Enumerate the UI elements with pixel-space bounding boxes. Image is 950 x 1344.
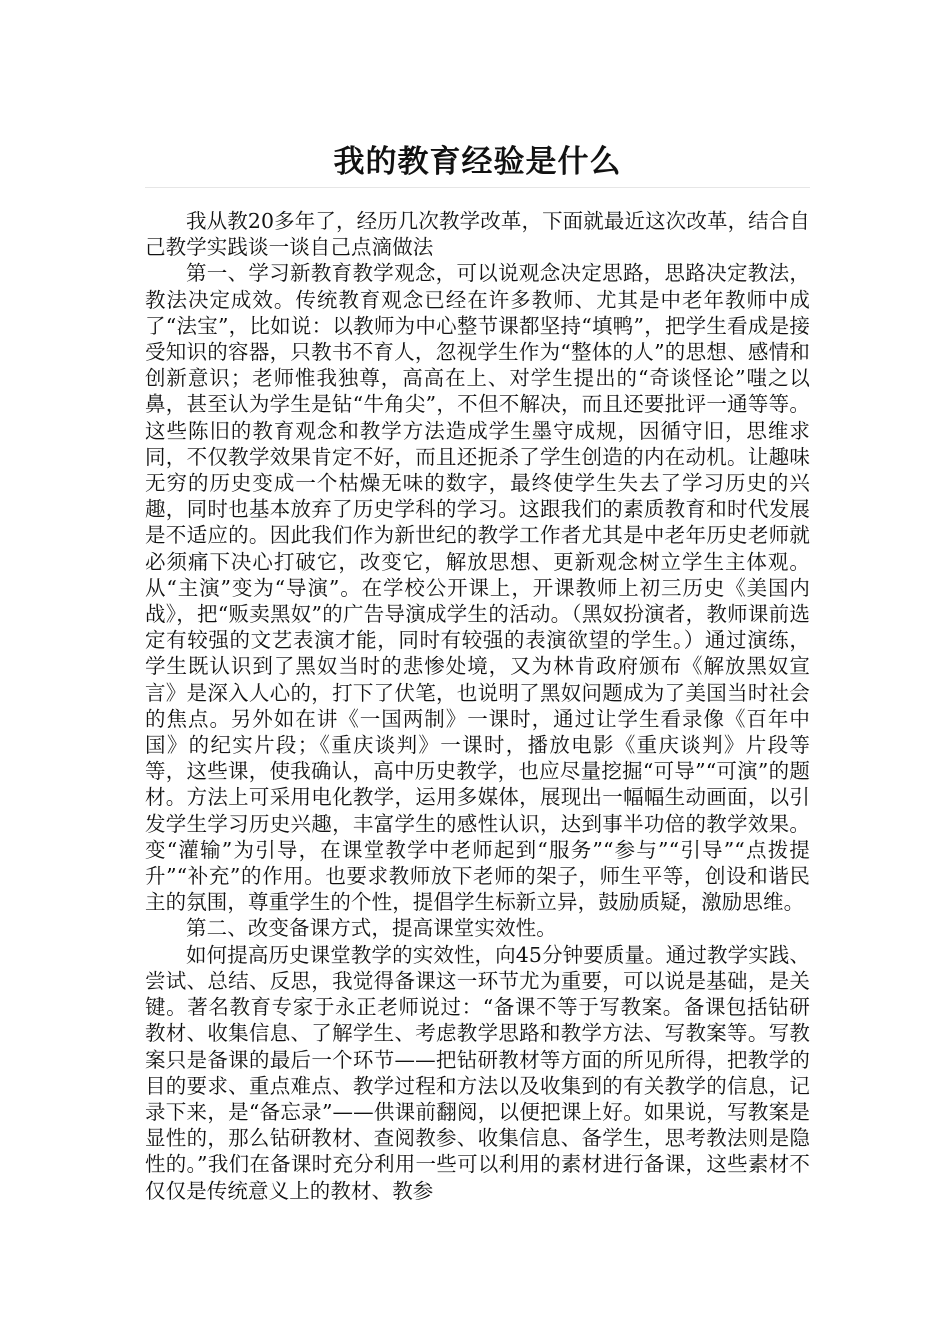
document-page — [145, 140, 810, 1204]
document-title: 我的教育经验是什么 — [333, 144, 622, 180]
paragraph-section-one: 第一、学习新教育教学观念，可以说观念决定思路，思路决定教法，教法决定成效。传统教育观念已经在许多教师、尤其是中老年教师中成了“法宝”，比如说：以教师为中心整节课都坚持“填鸭”，把学生看成是接受知识的容器，只教书不育人，忽视学生作为“整体的人”的思想、感情和创新意识；老师惟我独尊，高高在上、对学生提出的“奇谈怪论”嗤之以鼻，甚至认为学生是钻“牛角尖”，不但不解决，而且还要批评一通等等。这些陈旧的教育观念和教学方法造成学生墨守成规，因循守旧，思维求同，不仅教学效果肯定不好，而且还扼杀了学生创造的内在动机。让趣味无穷的历史变成一个枯燥无味的数字，最终使学生失去了学习历史的兴趣，同时也基本放弃了历史学科的学习。这跟我们的素质教育和时代发展是不适应的。因此我们作为新世纪的教学工作者尤其是中老年历史老师就必须痛下决心打破它，改变它，解放思想、更新观念树立学生主体观。从“主演”变为“导演”。在学校公开课上，开课教师上初三历史《美国内战》，把“贩卖黑奴”的广告导演成学生的活动。（黑奴扮演者，教师课前选定有较强的文艺表演才能，同时有较强的表演欲望的学生。）通过演练，学生既认识到了黑奴当时的悲惨处境，又为林肯政府颁布《解放黑奴宣言》是深入人心的，打下了伏笔，也说明了黑奴问题成为了美国当时社会的焦点。另外如在讲《一国两制》一课时，通过让学生看录像《百年中国》的纪实片段；《重庆谈判》一课时，播放电影《重庆谈判》片段等等，这些课，使我确认，高中历史教学，也应尽量挖掘“可导”“可演”的题材。方法上可采用电化教学，运用多媒体，展现出一幅幅生动画面，以引发学生学习历史兴趣，丰富学生的感性认识，达到事半功倍的教学效果。变“灌输”为引导，在课堂教学中老师起到“服务”“参与”“引导”“点拨提升”“补充”的作用。也要求教师放下老师的架子，师生平等，创设和谐民主的氛围，尊重学生的个性，提倡学生标新立异，鼓励质疑，激励思维。 — [145, 261, 810, 915]
paragraph-intro: 我从教20多年了，经历几次教学改革，下面就最近这次改革，结合自己教学实践谈一谈自己点滴做法 — [145, 209, 810, 260]
title-divider — [145, 187, 810, 188]
paragraph-section-two-heading: 第二、改变备课方式，提高课堂实效性。 — [186, 916, 557, 941]
paragraph-section-two-body: 如何提高历史课堂教学的实效性，向45分钟要质量。通过教学实践、尝试、总结、反思，我觉得备课这一环节尤为重要，可以说是基础，是关键。著名教育专家于永正老师说过：“备课不等于写教案。备课包括钻研教材、收集信息、了解学生、考虑教学思路和教学方法、写教案等。写教案只是备课的最后一个环节——把钻研教材等方面的所见所得，把教学的目的要求、重点难点、教学过程和方法以及收集到的有关教学的信息，记录下来，是“备忘录”——供课前翻阅，以便把课上好。如果说，写教案是显性的，那么钻研教材、查阅教参、收集信息、备学生，思考教法则是隐性的。”我们在备课时充分利用一些可以利用的素材进行备课，这些素材不仅仅是传统意义上的教材、教参 — [145, 942, 810, 1203]
